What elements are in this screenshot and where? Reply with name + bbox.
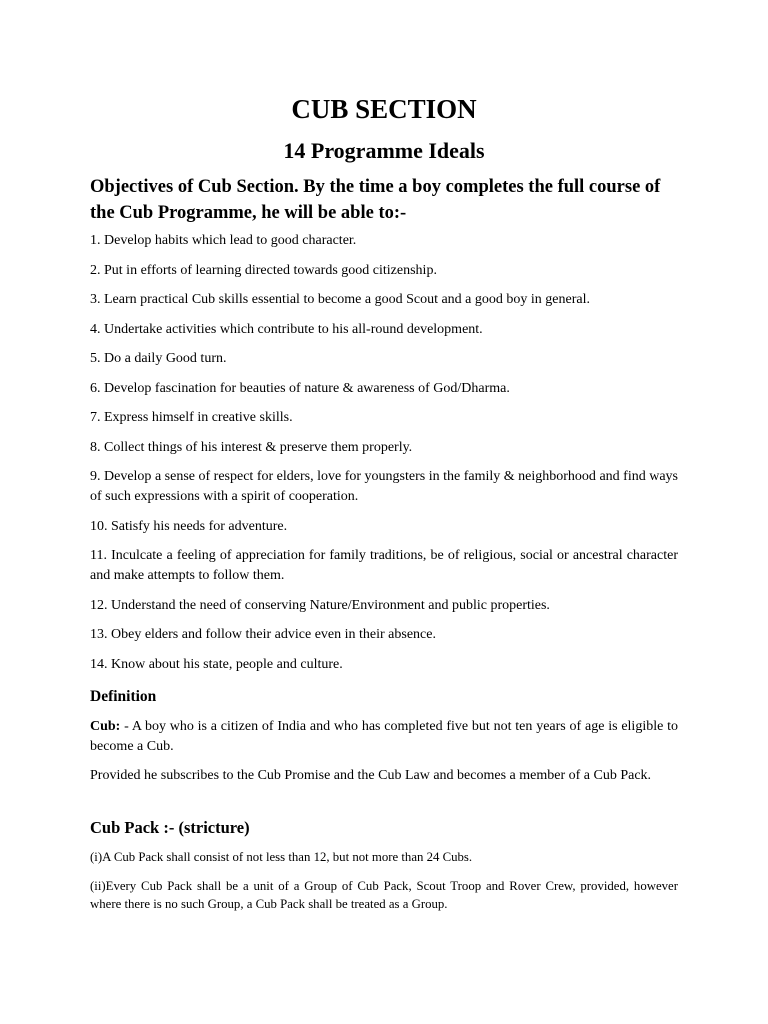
- list-item: 13. Obey elders and follow their advice even in their absence.: [90, 627, 436, 642]
- cub-pack-rule: (ii)Every Cub Pack shall be a unit of a Group of Cub Pack, Scout Troop and Rover Crew, provided, however where there is no such Group, a Cub Pack shall be treated as a Group.: [90, 879, 678, 911]
- objectives-heading: Objectives of Cub Section. By the time a boy completes the full course of the Cub Programme, he will be able to:-: [90, 177, 661, 223]
- list-item: 12. Understand the need of conserving Nature/Environment and public properties.: [90, 597, 550, 613]
- list-item: 1. Develop habits which lead to good character.: [90, 233, 357, 248]
- cub-pack-heading: Cub Pack :- (stricture): [90, 818, 250, 837]
- list-item: 11. Inculcate a feeling of appreciation for family traditions, be of religious, social or ancestral character and make attempts to follow them.: [90, 548, 678, 583]
- list-item: 8. Collect things of his interest & preserve them properly.: [90, 439, 413, 455]
- list-item: 2. Put in efforts of learning directed towards good citizenship.: [90, 262, 437, 278]
- list-item: 10. Satisfy his needs for adventure.: [90, 518, 288, 534]
- page-subtitle: 14 Programme Ideals: [283, 138, 485, 163]
- page-title: CUB SECTION: [291, 94, 477, 124]
- cub-definition: [90, 717, 678, 757]
- list-item: 6. Develop fascination for beauties of nature & awareness of God/Dharma.: [90, 380, 510, 396]
- provided-paragraph: Provided he subscribes to the Cub Promise and the Cub Law and becomes a member of a Cub Pack.: [90, 768, 652, 783]
- cub-term: Cub:: [90, 719, 121, 734]
- cub-pack-rule: (i)A Cub Pack shall consist of not less than 12, but not more than 24 Cubs.: [90, 850, 473, 864]
- list-item: 5. Do a daily Good turn.: [90, 351, 227, 366]
- objectives-list: [90, 231, 678, 684]
- cub-definition-text: - A boy who is a citizen of India and who has completed five but not ten years of age is eligible to become a Cub.: [90, 719, 678, 754]
- list-item: 7. Express himself in creative skills.: [90, 410, 293, 425]
- list-item: 14. Know about his state, people and culture.: [90, 656, 343, 672]
- list-item: 4. Undertake activities which contribute to his all-round development.: [90, 321, 483, 337]
- definition-heading: Definition: [90, 688, 157, 705]
- list-item: 3. Learn practical Cub skills essential to become a good Scout and a good boy in general.: [90, 292, 590, 307]
- list-item: 9. Develop a sense of respect for elders, love for youngsters in the family & neighborhood and find ways of such expressions with a spirit of cooperation.: [90, 469, 678, 504]
